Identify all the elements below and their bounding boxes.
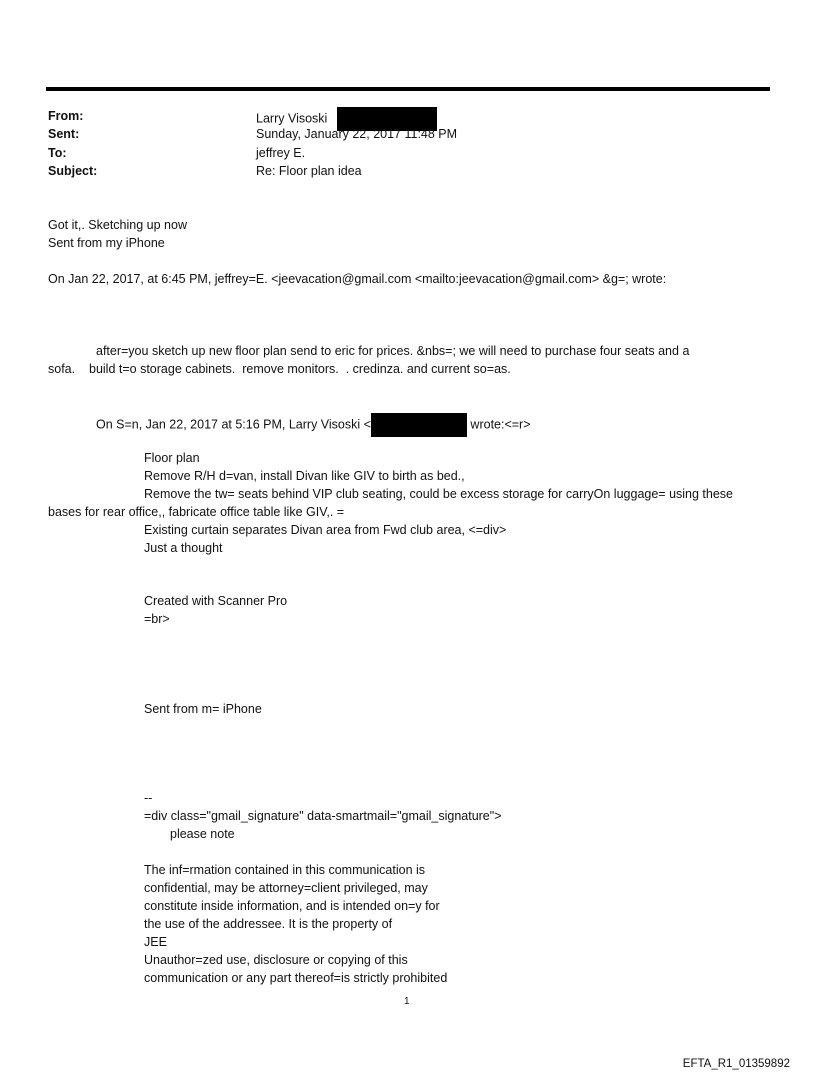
reply-line-2: Sent from my iPhone [48,236,165,250]
redaction-box [371,413,467,437]
confidential-line-4: the use of the addressee. It is the property of [144,917,393,931]
sent-value: Sunday, January 22, 2017 11:48 PM [256,127,458,141]
floor-plan-title: Floor plan [144,451,200,465]
para-line-1: after=you sketch up new floor plan send to eric for prices. &nbs=; we will need to purchase four seats and a [96,344,690,358]
scanner-line: Created with Scanner Pro [144,594,288,608]
to-value: jeffrey E. [256,146,306,160]
to-label: To: [48,146,67,160]
para-line-2: sofa. build t=o storage cabinets. remove monitors. . credinza. and current so=as. [48,362,511,376]
page-number: 1 [404,996,410,1007]
header-rule [46,87,770,91]
reply-line-1: Got it,. Sketching up now [48,218,187,232]
br-line: =br> [144,612,170,626]
quote2-header [96,413,531,437]
please-note: please note [170,827,235,841]
subject-label: Subject: [48,164,98,178]
floor-plan-line-4: Existing curtain separates Divan area from Fwd club area, <=div> [144,523,507,537]
subject-value: Re: Floor plan idea [256,164,362,178]
confidential-line-3: constitute inside information, and is intended on=y for [144,899,440,913]
confidential-line-2: confidential, may be attorney=client privileged, may [144,881,428,895]
quote2-end: wrote:<=r> [470,417,531,432]
confidential-line-1: The inf=rmation contained in this communication is [144,863,426,877]
signature-dash: -- [144,791,153,805]
quote2-start: On S=n, Jan 22, 2017 at 5:16 PM, Larry Visoski < [96,417,371,432]
quote-header: On Jan 22, 2017, at 6:45 PM, jeffrey=E. <jeevacation@gmail.com <mailto:jeevacation@gmail.com> &g=; wrote: [48,272,667,286]
from-label: From: [48,109,84,123]
floor-plan-line-3: bases for rear office,, fabricate office table like GIV,. = [48,505,345,519]
from-value: Larry Visoski [256,111,328,126]
confidential-line-5: JEE [144,935,167,949]
document-id: EFTA_R1_01359892 [682,1058,790,1070]
confidential-line-6: Unauthor=zed use, disclosure or copying of this [144,953,408,967]
floor-plan-line-1: Remove R/H d=van, install Divan like GIV to birth as bed., [144,469,465,483]
floor-plan-line-2: Remove the tw= seats behind VIP club seating, could be excess storage for carryOn luggage= using these [144,487,734,501]
sent-from-line: Sent from m= iPhone [144,702,262,716]
confidential-line-7: communication or any part thereof=is strictly prohibited [144,971,448,985]
sent-label: Sent: [48,127,80,141]
floor-plan-line-5: Just a thought [144,541,223,555]
signature-div: =div class="gmail_signature" data-smartmail="gmail_signature"> [144,809,502,823]
